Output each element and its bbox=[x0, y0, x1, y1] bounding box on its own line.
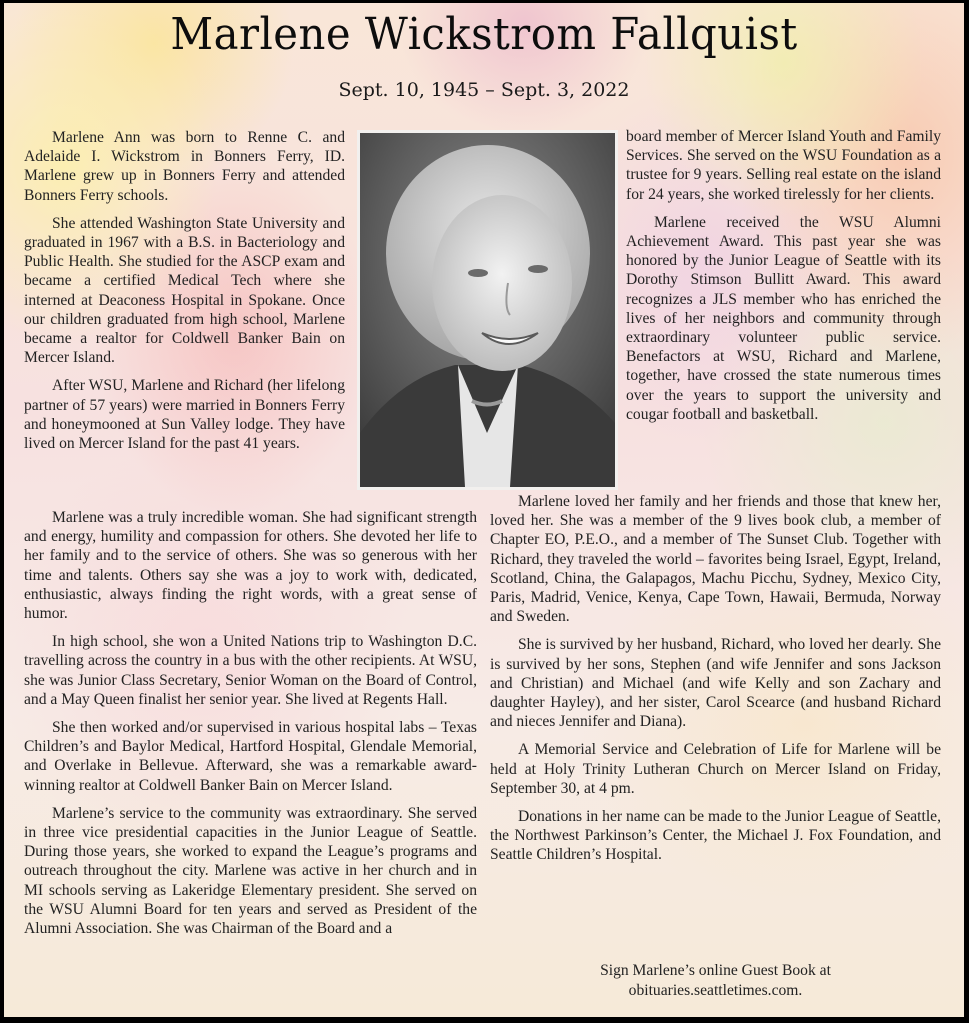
right-wide-column bbox=[490, 492, 941, 874]
portrait-photo bbox=[357, 130, 618, 490]
paragraph-awards: Marlene received the WSU Alumni Achievement Award. This past year she was honored by the Junior League of Seattle with its Dorothy Stimson Bullitt Award. This award recognizes a JLS member who has enriched the lives of her neighbors and community through extraordinary volunteer public service. Benefactors at WSU, Richard and Marlene, together, have crossed the state numerous times over the years to support the university and cougar football and basketball. bbox=[626, 213, 941, 423]
paragraph-career: She then worked and/or supervised in various hospital labs – Texas Children’s and Baylor Medical, Hartford Hospital, Glendale Memorial, and Overlake in Bellevue. Afterward, she was a remarkable award-winning realtor at Coldwell Banker Bain on Mercer Island. bbox=[24, 719, 477, 794]
paragraph-survivors: She is survived by her husband, Richard, who loved her dearly. She is survived by her sons, Stephen (and wife Jennifer and sons Jackson and Christian) and Michael (and wife Kelly and son Zachary and daughter Hayley), and her sister, Carol Scearce (and husband Richard and nieces Jennifer and Diana). bbox=[490, 636, 941, 731]
left-column bbox=[24, 128, 345, 462]
obituary-page bbox=[4, 3, 964, 1017]
portrait-image bbox=[360, 133, 615, 487]
paragraph-education: She attended Washington State University and graduated in 1967 with a B.S. in Bacteriology and Public Health. She studied for the ASCP exam and became a certified Medical Tech where she interned at Deaconess Hospital in Spokane. Once our children graduated from high school, Marlene became a realtor for Coldwell Banker Bain on Mercer Island. bbox=[24, 214, 345, 367]
left-wide-column bbox=[24, 508, 477, 947]
paragraph-high-school: In high school, she won a United Nations trip to Washington D.C. travelling across the country in a bus with the other recipients. At WSU, she was Junior Class Secretary, Senior Woman on the Board of Control, and a May Queen finalist her senior year. She lived at Regents Hall. bbox=[24, 633, 477, 708]
paragraph-donations: Donations in her name can be made to the Junior League of Seattle, the Northwest Parkinson’s Center, the Michael J. Fox Foundation, and Seattle Children’s Hospital. bbox=[490, 808, 941, 864]
obituary-name-heading: Marlene Wickstrom Fallquist bbox=[170, 9, 798, 60]
paragraph-memorial-service: A Memorial Service and Celebration of Life for Marlene will be held at Holy Trinity Lutheran Church on Mercer Island on Friday, September 30, at 4 pm. bbox=[490, 741, 941, 797]
guestbook-note bbox=[490, 961, 941, 1001]
paragraph-community-service: Marlene’s service to the community was extraordinary. She served in three vice presidential capacities in the Junior League of Seattle. During those years, she worked to expand the League’s programs and outreach throughout the city. Marlene was active in her church and in MI schools serving as Lakeridge Elementary president. She served on the WSU Alumni Board for ten years and served as President of the Alumni Association. She was Chairman of the Board and a bbox=[24, 804, 477, 938]
guestbook-line: Sign Marlene’s online Guest Book at bbox=[600, 962, 831, 979]
paragraph-marriage: After WSU, Marlene and Richard (her lifelong partner of 57 years) were married in Bonners Ferry and honeymooned at Sun Valley lodge. They have lived on Mercer Island for the past 41 years. bbox=[24, 377, 345, 453]
paragraph-birth: Marlene Ann was born to Renne C. and Adelaide I. Wickstrom in Bonners Ferry, ID. Marlene grew up in Bonners Ferry and attended Bonners Ferry schools. bbox=[24, 129, 345, 204]
paragraph-family-travel: Marlene loved her family and her friends and those that knew her, loved her. She was a member of the 9 lives book club, a member of Chapter EO, P.E.O., and a member of The Sunset Club. Together with Richard, they traveled the world – favorites being Israel, Egypt, Ireland, Scotland, China, the Galapagos, Machu Picchu, Sydney, Mexico City, Paris, Madrid, Venice, Kenya, Cape Town, Hawaii, Bermuda, Norway and Sweden. bbox=[490, 493, 941, 626]
paragraph-character: Marlene was a truly incredible woman. She had significant strength and energy, humility and compassion for others. She devoted her life to her family and to the service of others. She was so generous with her time and talents. Others say she was a joy to work with, dedicated, enthusiastic, always finding the right words, with a great sense of humor. bbox=[24, 509, 477, 623]
life-dates: Sept. 10, 1945 – Sept. 3, 2022 bbox=[338, 79, 630, 101]
guestbook-link[interactable]: obituaries.seattletimes.com. bbox=[628, 982, 803, 999]
right-top-column bbox=[626, 127, 941, 433]
paragraph-board-member: board member of Mercer Island Youth and Family Services. She served on the WSU Foundation as a trustee for 9 years. Selling real estate on the island for 24 years, she worked tirelessly for her clients. bbox=[626, 128, 941, 203]
